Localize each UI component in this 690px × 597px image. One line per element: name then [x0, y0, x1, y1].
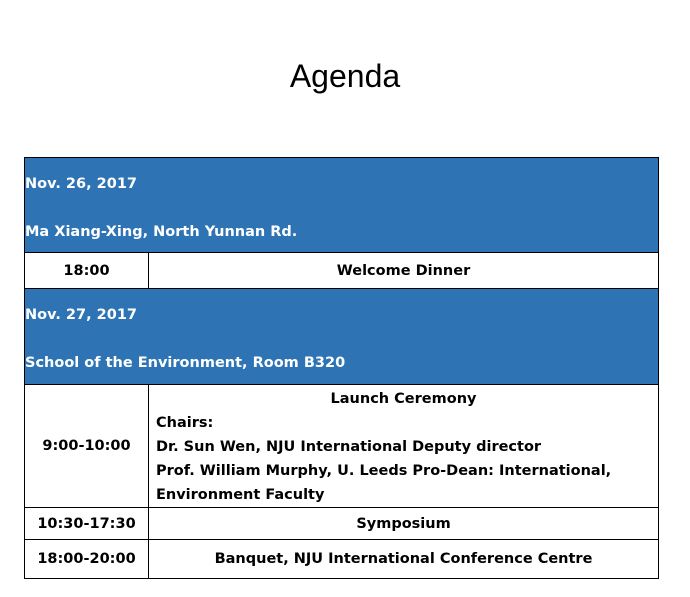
event-detail-line: Dr. Sun Wen, NJU International Deputy director: [156, 439, 542, 455]
table-row: [25, 385, 659, 508]
event-time: 10:30-17:30: [25, 508, 149, 540]
event-time: 18:00-20:00: [25, 540, 149, 579]
event-detail-line: Prof. William Murphy, U. Leeds Pro-Dean: International,: [156, 463, 612, 479]
event-detail-line: Chairs:: [156, 415, 214, 431]
event-title: Symposium: [149, 508, 659, 540]
page-title: Agenda: [289, 58, 401, 94]
event-detail-line: Environment Faculty: [156, 487, 325, 503]
agenda-table: [24, 157, 659, 579]
event-detail-cell: [149, 385, 659, 508]
day-date: Nov. 26, 2017: [25, 176, 138, 192]
day-location: School of the Environment, Room B320: [25, 355, 346, 371]
day-header-cell: [25, 289, 659, 385]
day-date: Nov. 27, 2017: [25, 307, 138, 323]
day-header-row: [25, 289, 659, 385]
event-title: Launch Ceremony: [330, 391, 477, 407]
table-row: [25, 253, 659, 289]
table-row: [25, 540, 659, 579]
event-time: 9:00-10:00: [25, 385, 149, 508]
day-location: Ma Xiang-Xing, North Yunnan Rd.: [25, 224, 298, 240]
event-title: Welcome Dinner: [149, 253, 659, 289]
event-title: Banquet, NJU International Conference Centre: [149, 540, 659, 579]
table-row: [25, 508, 659, 540]
day-header-cell: [25, 158, 659, 253]
event-time: 18:00: [25, 253, 149, 289]
day-header-row: [25, 158, 659, 253]
